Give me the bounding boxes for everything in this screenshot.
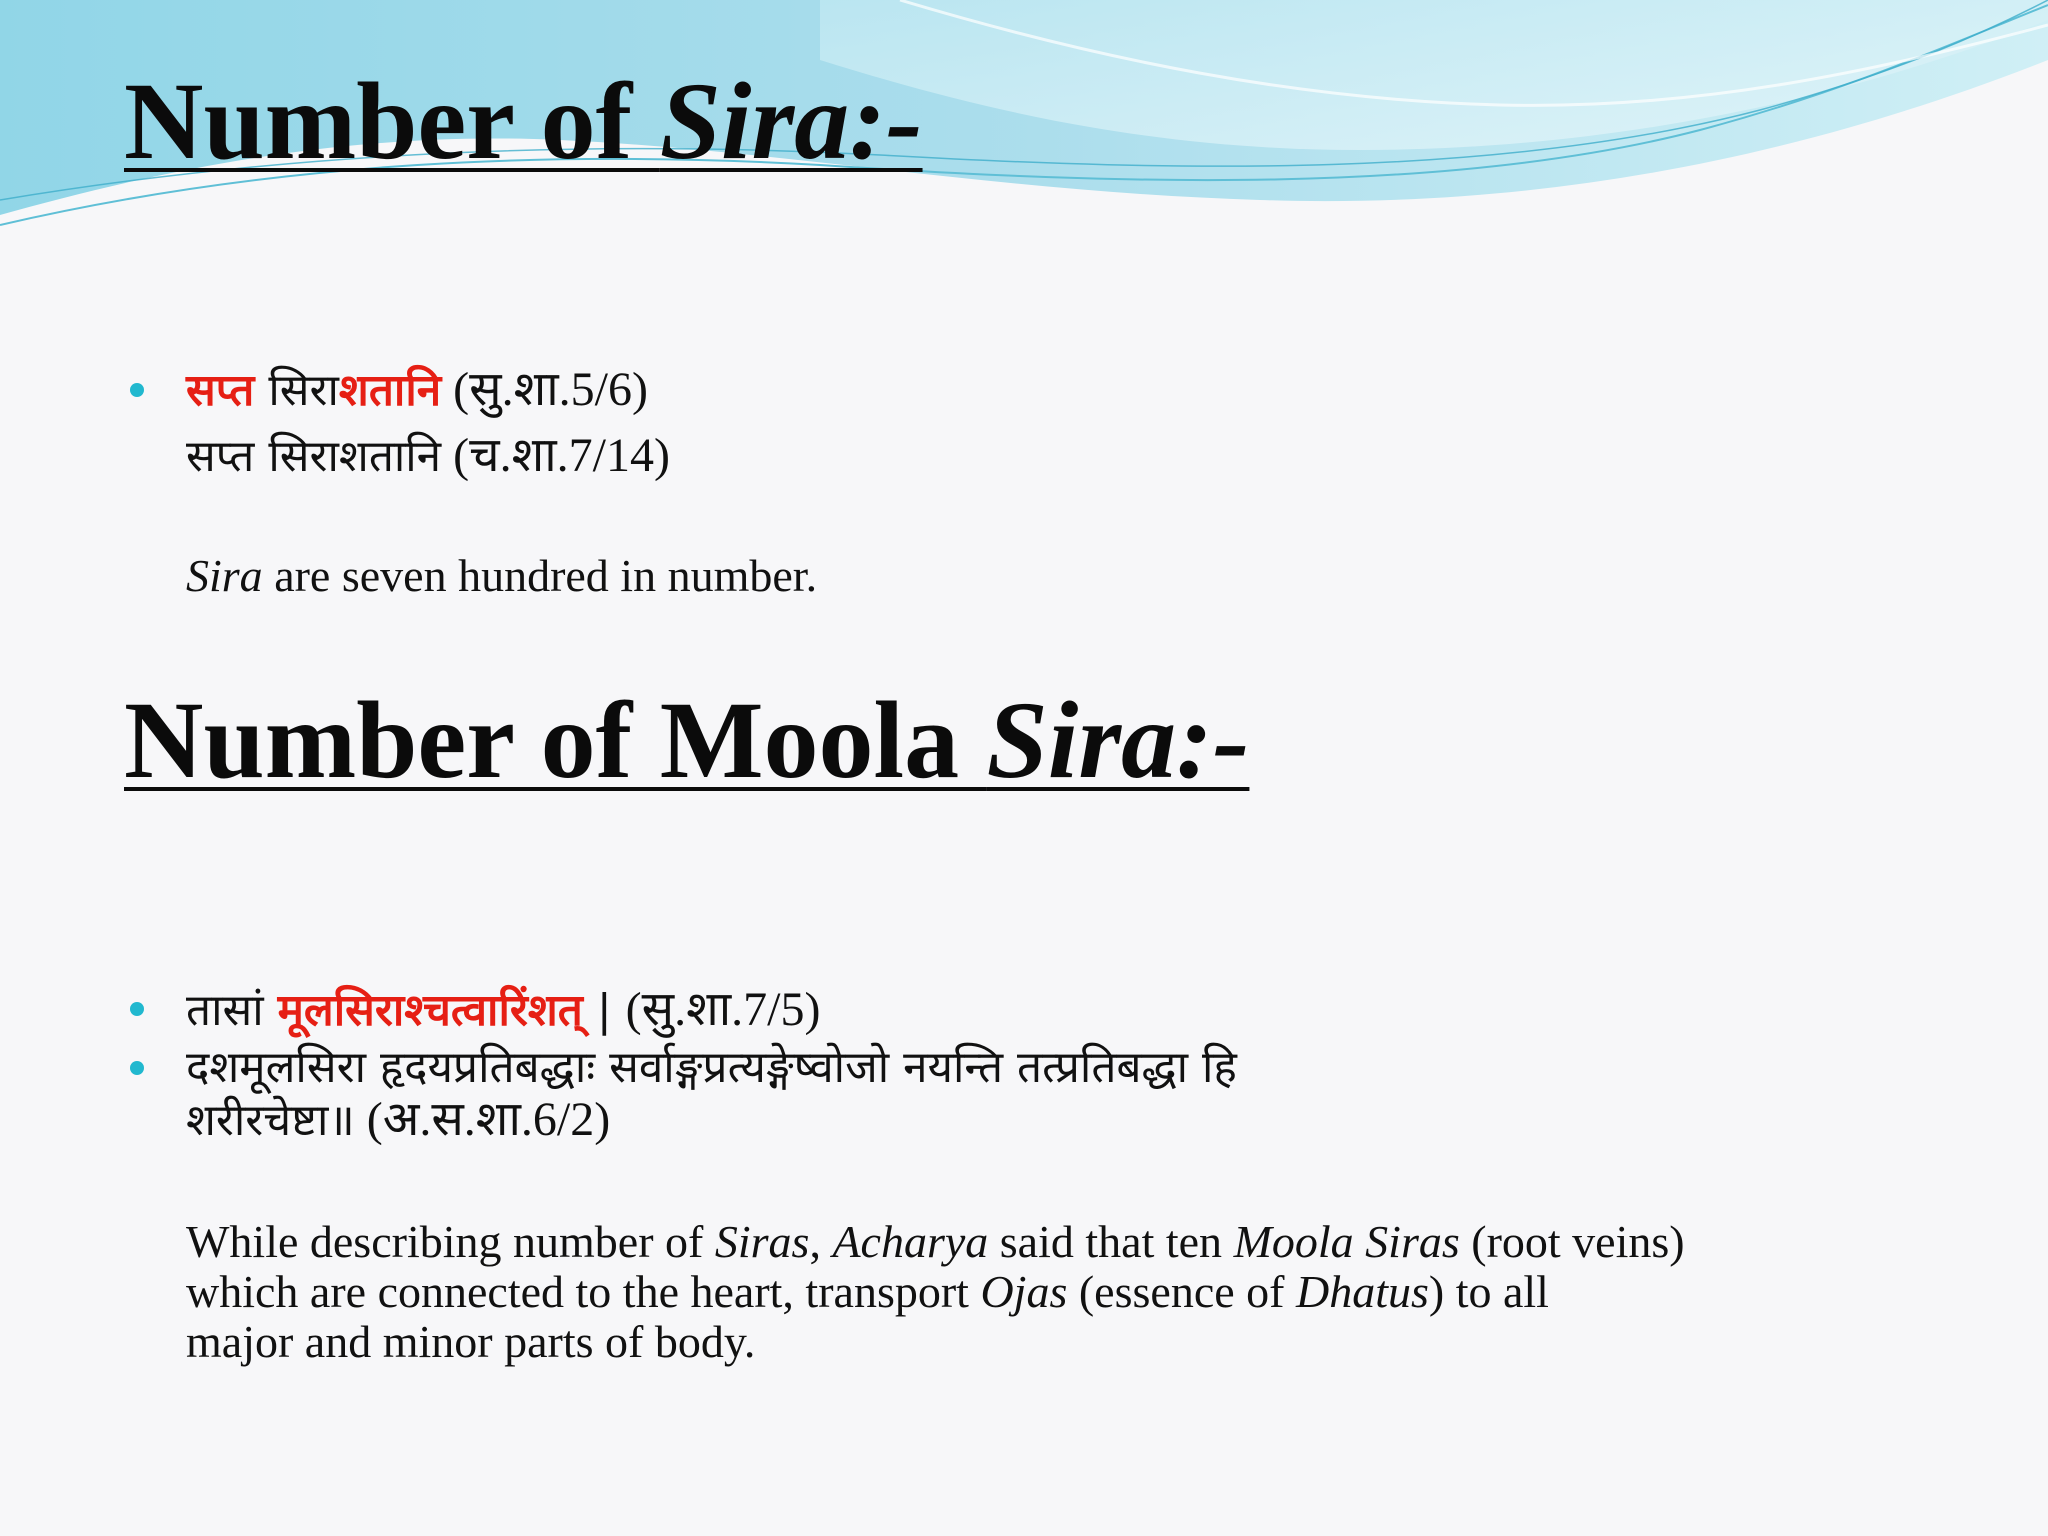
text-dashamoolasira: दशमूलसिरा हृदयप्रतिबद्धाः सर्वाङ्गप्रत्यङ्गेष्वोजो नयन्ति तत्प्रतिबद्धा हि: [186, 1042, 1237, 1093]
heading-1-italic: Sira:-: [659, 60, 923, 182]
text-sapta-sirashatani: सप्त सिराशतानि: [186, 431, 442, 482]
heading-number-of-moola-sira: [124, 679, 1250, 801]
bullet-icon: [130, 1002, 144, 1016]
text-sira: सिरा: [254, 365, 339, 416]
reference-ashtanga: (अ.स.शा.6/2): [354, 1093, 611, 1146]
note-italic-sira: Sira: [186, 550, 263, 601]
para-l2-c: ) to all: [1428, 1266, 1549, 1317]
note-sira-count: [186, 551, 817, 601]
sanskrit-line-dashamoolasira: [186, 1042, 1237, 1093]
bullet-icon: [130, 383, 144, 397]
bullet-icon: [130, 1061, 144, 1075]
highlight-moolasira: मूलसिराश्चत्वारिंशत्: [277, 985, 583, 1036]
para-l1-moola-siras: Moola Siras: [1233, 1216, 1460, 1267]
text-tasam: तासां: [186, 985, 278, 1036]
sanskrit-line-moolasira: [186, 983, 821, 1036]
highlight-shatani: शतानि: [338, 365, 442, 416]
para-l1-acharya: Acharya: [832, 1216, 989, 1267]
sanskrit-line-sushruta: [186, 363, 648, 416]
para-l2-dhatus: Dhatus: [1295, 1266, 1429, 1317]
para-l2-b: (essence of: [1067, 1266, 1296, 1317]
reference-sushruta-moola: (सु.शा.7/5): [625, 983, 821, 1036]
para-l3: major and minor parts of body.: [186, 1316, 756, 1367]
explanation-paragraph: [186, 1217, 1685, 1367]
heading-1-plain: Number of: [124, 60, 660, 182]
para-l2-a: which are connected to the heart, transport: [186, 1266, 981, 1317]
para-l2-ojas: Ojas: [980, 1266, 1068, 1317]
para-l1-d: (root veins): [1459, 1216, 1685, 1267]
sanskrit-line-shariracheshta: [186, 1093, 611, 1146]
text-danda: |: [582, 985, 626, 1036]
heading-number-of-sira: [124, 60, 923, 182]
heading-2-plain: Number of Moola: [124, 679, 987, 801]
para-l1-a: While describing number of: [186, 1216, 715, 1267]
reference-sushruta: (सु.शा.5/6): [441, 363, 648, 416]
para-l1-c: said that ten: [988, 1216, 1234, 1267]
highlight-sapta: सप्त: [186, 365, 255, 416]
para-l1-siras: Siras: [714, 1216, 810, 1267]
heading-2-italic: Sira:-: [986, 679, 1250, 801]
reference-charaka: (च.शा.7/14): [441, 429, 670, 482]
note-text: are seven hundred in number.: [262, 550, 818, 601]
text-shariracheshta: शरीरचेष्टा॥: [186, 1095, 355, 1146]
sanskrit-line-charaka: [186, 429, 670, 482]
para-l1-b: ,: [809, 1216, 833, 1267]
